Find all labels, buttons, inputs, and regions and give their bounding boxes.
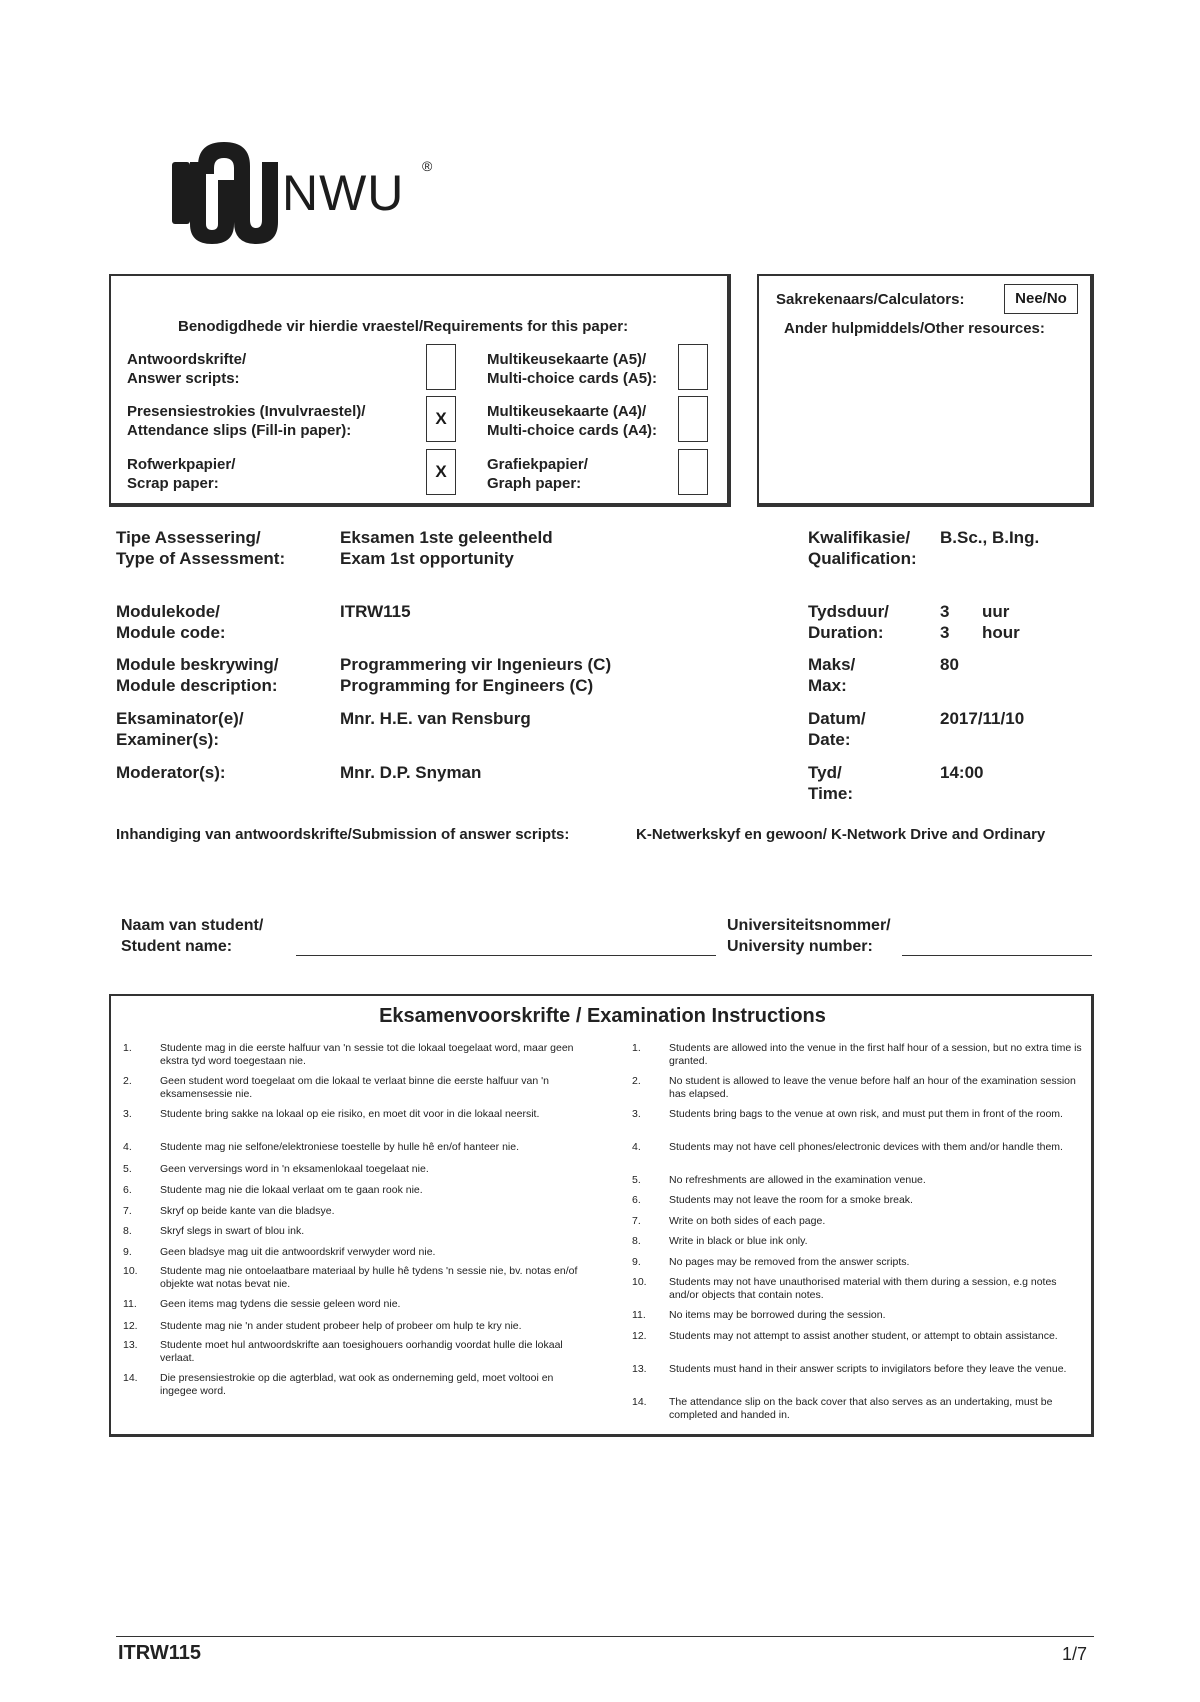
checkbox-mc-a5[interactable] <box>678 344 708 390</box>
instruction-number: 6. <box>123 1184 132 1196</box>
instruction-text: Write in black or blue ink only. <box>669 1235 808 1247</box>
moderator-label: Moderator(s): <box>116 763 226 782</box>
checkbox-answer-scripts[interactable] <box>426 344 456 390</box>
requirement-label-answer-scripts: Antwoordskrifte/ Answer scripts: <box>127 351 247 387</box>
logo-wordmark: NWU <box>282 165 405 221</box>
instruction-text: No student is allowed to leave the venue before half an hour of the examination session has elapsed. <box>669 1075 1076 1100</box>
instruction-number: 14. <box>632 1396 647 1408</box>
footer-divider <box>116 1636 1094 1637</box>
instruction-number: 6. <box>632 1194 641 1206</box>
instruction-text: Geen student word toegelaat om die lokaal te verlaat binne die eerste halfuur van 'n eksamensessie nie. <box>160 1075 550 1100</box>
instruction-text: Studente bring sakke na lokaal op eie risiko, en moet dit voor in die lokaal neersit. <box>160 1108 540 1120</box>
instruction-number: 12. <box>632 1330 647 1342</box>
instruction-text: Studente mag nie 'n ander student probeer help of probeer om hulp te kry nie. <box>160 1320 522 1332</box>
instruction-number: 2. <box>632 1075 641 1087</box>
instruction-number: 3. <box>123 1108 132 1120</box>
instruction-number: 13. <box>123 1339 138 1351</box>
instruction-number: 7. <box>632 1215 641 1227</box>
instruction-number: 2. <box>123 1075 132 1087</box>
instruction-number: 11. <box>632 1309 646 1321</box>
instruction-text: Studente moet hul antwoordskrifte aan toesighouers oorhandig voordat hulle die lokaal verlaat. <box>160 1339 563 1364</box>
module-code-label: Modulekode/ Module code: <box>116 602 226 642</box>
instruction-text: Students may not attempt to assist another student, or attempt to obtain assistance. <box>669 1330 1058 1342</box>
requirements-title: Benodigdhede vir hierdie vraestel/Requirements for this paper: <box>178 318 629 335</box>
instruction-text: No items may be borrowed during the session. <box>669 1309 886 1321</box>
instruction-number: 7. <box>123 1205 132 1217</box>
requirement-label-scrap-paper: Rofwerkpapier/ Scrap paper: <box>127 456 236 492</box>
instruction-text: Write on both sides of each page. <box>669 1215 826 1227</box>
instruction-text: Students must hand in their answer scripts to invigilators before they leave the venue. <box>669 1363 1067 1375</box>
examiner-label: Eksaminator(e)/ Examiner(s): <box>116 709 244 749</box>
instruction-text: No refreshments are allowed in the examination venue. <box>669 1174 926 1186</box>
instruction-text: Geen verversings word in 'n eksamenlokaal toegelaat nie. <box>160 1163 429 1175</box>
type-of-assessment-label: Tipe Assessering/ Type of Assessment: <box>116 528 286 568</box>
instruction-text: The attendance slip on the back cover that also serves as an undertaking, must be completed and handed in. <box>669 1396 1053 1421</box>
instruction-number: 12. <box>123 1320 138 1332</box>
instructions-title: Eksamenvoorskrifte / Examination Instructions <box>379 1005 826 1027</box>
instruction-number: 1. <box>632 1042 641 1054</box>
duration-value: 3 3 <box>940 602 950 642</box>
instruction-text: Studente mag nie die lokaal verlaat om te gaan rook nie. <box>160 1184 423 1196</box>
instruction-number: 8. <box>123 1225 132 1237</box>
instruction-number: 3. <box>632 1108 641 1120</box>
footer-module-code: ITRW115 <box>118 1642 201 1664</box>
checkbox-graph-paper[interactable] <box>678 449 708 495</box>
instruction-number: 8. <box>632 1235 641 1247</box>
date-label: Datum/ Date: <box>808 709 866 749</box>
instruction-text: Students are allowed into the venue in the first half hour of a session, but no extra time is granted. <box>669 1042 1082 1067</box>
max-label: Maks/ Max: <box>808 655 856 695</box>
requirement-label-attendance-slips: Presensiestrokies (Invulvraestel)/ Attendance slips (Fill-in paper): <box>127 403 366 439</box>
time-label: Tyd/ Time: <box>808 763 854 803</box>
module-code-value: ITRW115 <box>340 602 411 621</box>
instruction-text: Geen bladsye mag uit die antwoordskrif verwyder word nie. <box>160 1246 436 1258</box>
qualification-value: B.Sc., B.Ing. <box>940 528 1040 547</box>
university-number-field[interactable] <box>902 955 1092 956</box>
instruction-text: Skryf op beide kante van die bladsye. <box>160 1205 335 1217</box>
time-value: 14:00 <box>940 763 984 782</box>
registered-mark: ® <box>422 158 433 174</box>
instruction-number: 10. <box>632 1276 647 1288</box>
student-name-field[interactable] <box>296 955 716 956</box>
requirement-label-graph-paper: Grafiekpapier/ Graph paper: <box>487 456 588 492</box>
instruction-number: 11. <box>123 1298 137 1310</box>
submission-label: Inhandiging van antwoordskrifte/Submission of answer scripts: <box>116 826 570 843</box>
student-name-label: Naam van student/ Student name: <box>121 917 264 955</box>
instruction-text: No pages may be removed from the answer scripts. <box>669 1256 910 1268</box>
instruction-number: 5. <box>632 1174 641 1186</box>
instruction-text: Studente mag nie ontoelaatbare materiaal by hulle hê tydens 'n sessie nie, bv. notas en/of objekte wat notas bevat nie. <box>160 1265 578 1290</box>
instruction-number: 10. <box>123 1265 138 1277</box>
instruction-text: Skryf slegs in swart of blou ink. <box>160 1225 305 1237</box>
calculators-label: Sakrekenaars/Calculators: <box>776 291 965 308</box>
module-description-label: Module beskrywing/ Module description: <box>116 655 279 695</box>
other-resources-label: Ander hulpmiddels/Other resources: <box>784 320 1045 337</box>
examiner-value: Mnr. H.E. van Rensburg <box>340 709 531 728</box>
submission-value: K-Netwerkskyf en gewoon/ K-Network Drive and Ordinary <box>636 826 1046 843</box>
instruction-number: 4. <box>123 1141 132 1153</box>
instruction-text: Students may not leave the room for a smoke break. <box>669 1194 913 1206</box>
instruction-text: Die presensiestrokie op die agterblad, wat ook as onderneming geld, moet voltooi en ingegee word. <box>160 1372 554 1397</box>
requirement-label-mc-a5: Multikeusekaarte (A5)/ Multi-choice cards (A5): <box>487 351 658 387</box>
instruction-number: 1. <box>123 1042 132 1054</box>
instruction-number: 9. <box>123 1246 132 1258</box>
instruction-text: Students bring bags to the venue at own risk, and must put them in front of the room. <box>669 1108 1063 1120</box>
duration-unit: uur hour <box>982 602 1020 642</box>
instruction-number: 14. <box>123 1372 138 1384</box>
qualification-label: Kwalifikasie/ Qualification: <box>808 528 917 568</box>
requirement-label-mc-a4: Multikeusekaarte (A4)/ Multi-choice cards (A4): <box>487 403 658 439</box>
footer-page-number: 1/7 <box>1062 1644 1088 1664</box>
calculators-value: Nee/No <box>1004 284 1078 314</box>
university-number-label: Universiteitsnommer/ University number: <box>727 917 891 955</box>
instruction-number: 9. <box>632 1256 641 1268</box>
checkbox-scrap-paper[interactable]: X <box>426 449 456 495</box>
nwu-emblem-icon <box>170 140 280 250</box>
module-description-value: Programmering vir Ingenieurs (C) Programming for Engineers (C) <box>340 655 612 695</box>
instruction-number: 5. <box>123 1163 132 1175</box>
duration-label: Tydsduur/ Duration: <box>808 602 889 642</box>
checkbox-mc-a4[interactable] <box>678 396 708 442</box>
type-of-assessment-value: Eksamen 1ste geleentheld Exam 1st opportunity <box>340 528 553 568</box>
instruction-number: 13. <box>632 1363 647 1375</box>
instruction-text: Students may not have unauthorised material with them during a session, e.g notes and/or objects that contain notes. <box>669 1276 1057 1301</box>
instruction-number: 4. <box>632 1141 641 1153</box>
instruction-text: Students may not have cell phones/electronic devices with them and/or handle them. <box>669 1141 1063 1153</box>
instruction-text: Geen items mag tydens die sessie geleen word nie. <box>160 1298 401 1310</box>
date-value: 2017/11/10 <box>940 709 1025 728</box>
instruction-text: Studente mag nie selfone/elektroniese toestelle by hulle hê en/of hanteer nie. <box>160 1141 519 1153</box>
moderator-value: Mnr. D.P. Snyman <box>340 763 482 782</box>
max-value: 80 <box>940 655 959 674</box>
instruction-text: Studente mag in die eerste halfuur van 'n sessie tot die lokaal toegelaat word, maar geen ekstra tyd word toegestaan nie. <box>160 1042 574 1067</box>
checkbox-attendance-slips[interactable]: X <box>426 396 456 442</box>
